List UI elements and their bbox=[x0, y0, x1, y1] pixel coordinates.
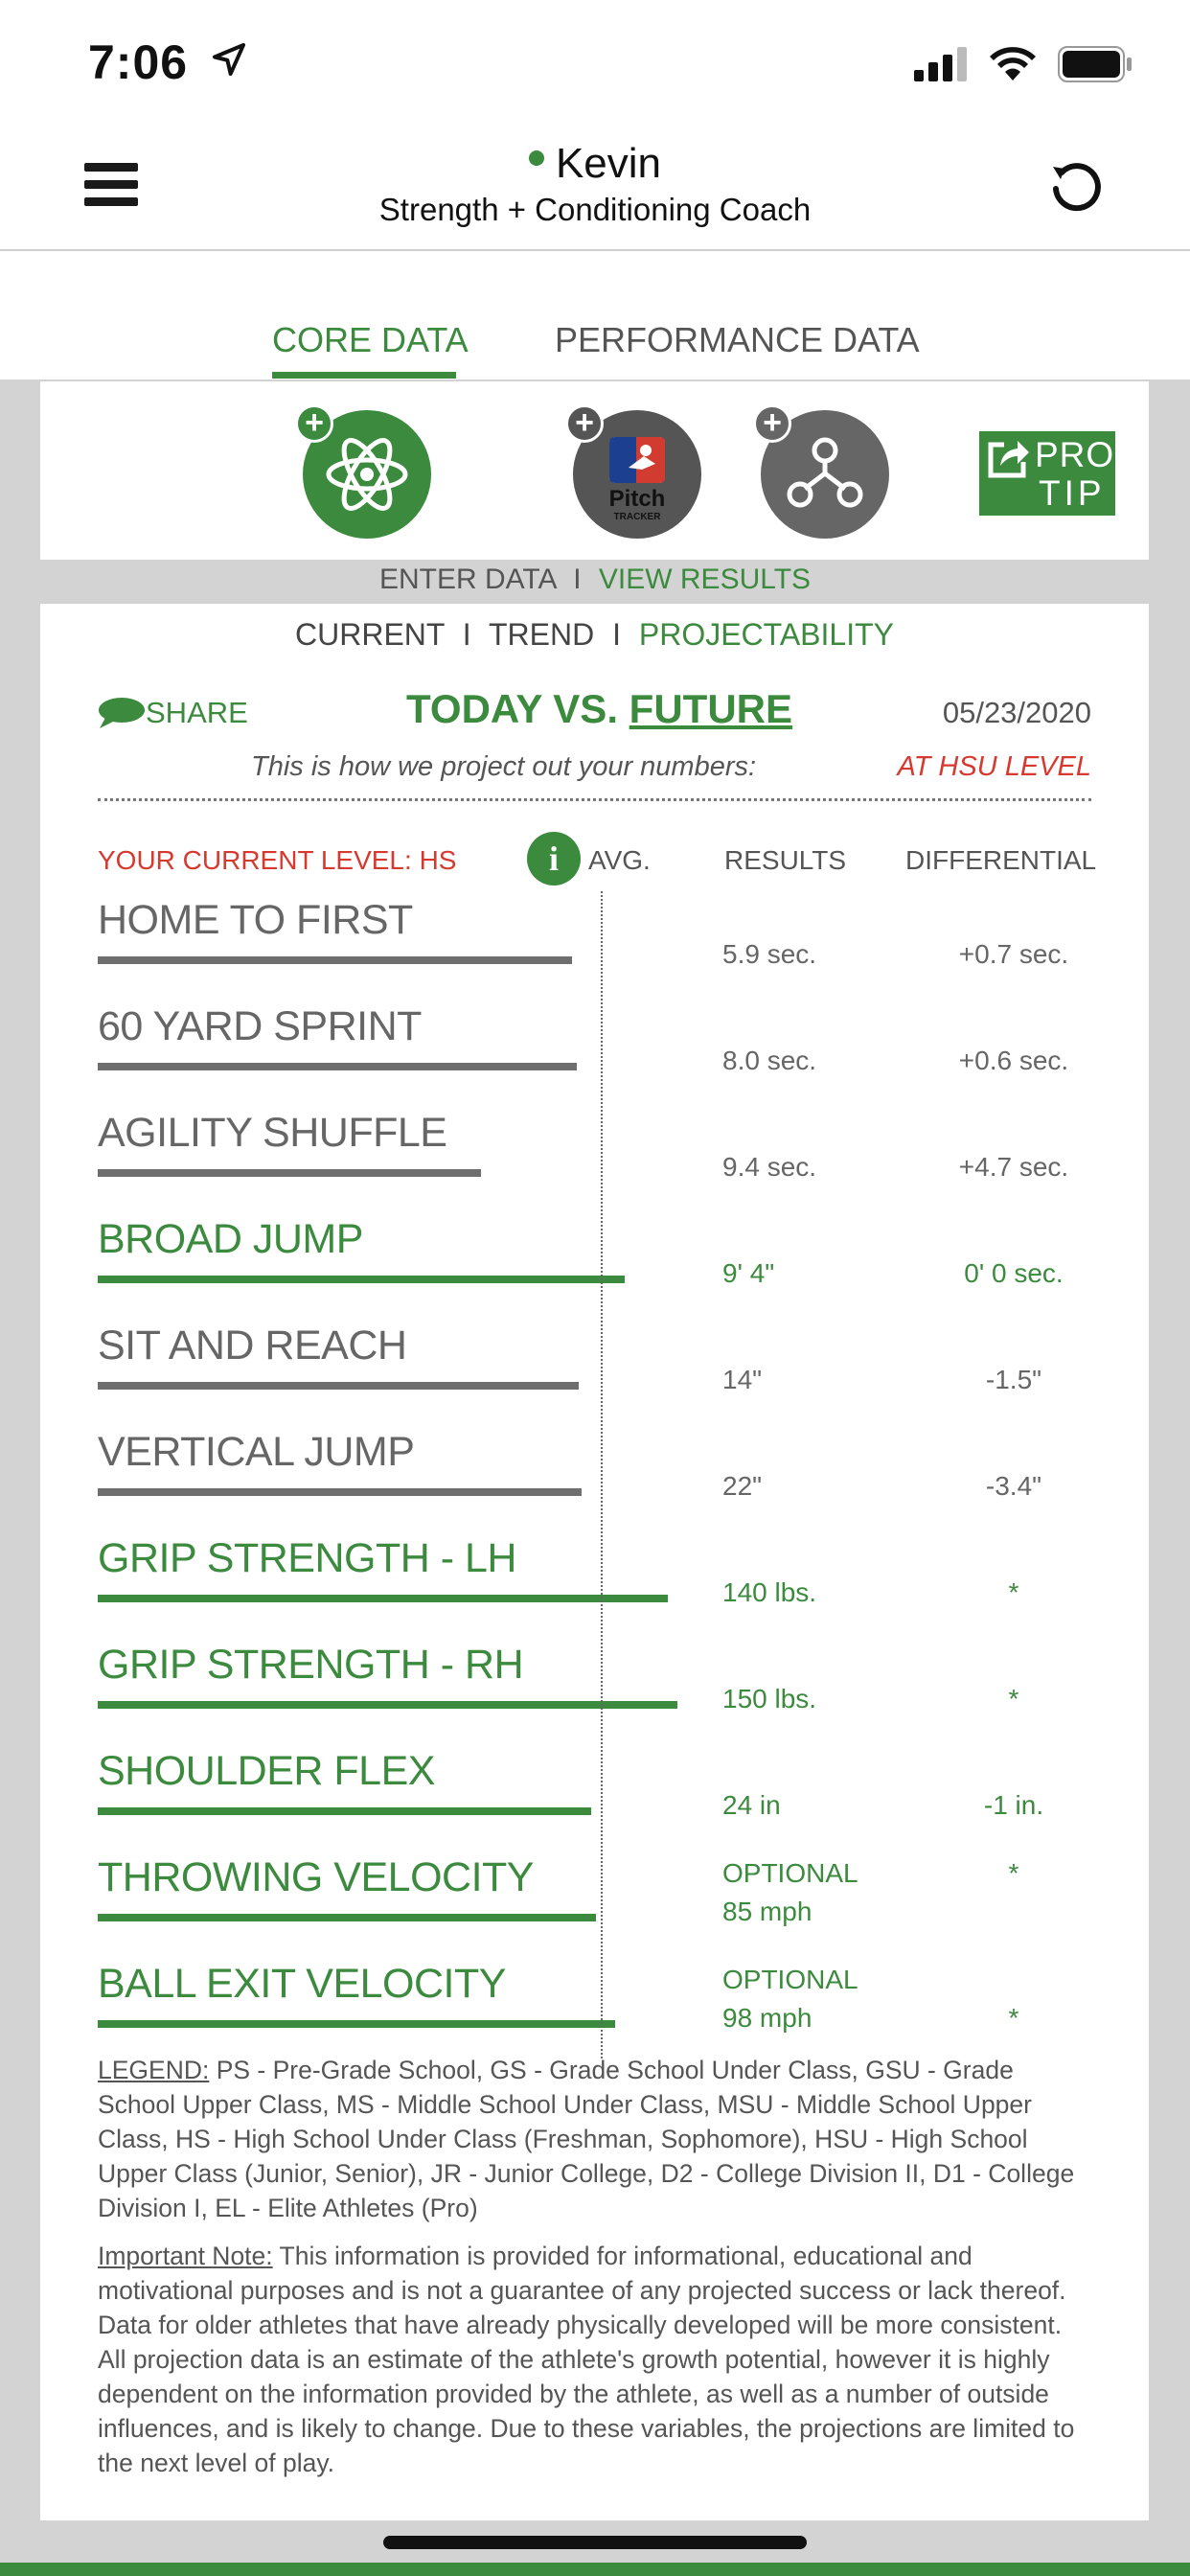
metric-result bbox=[722, 1961, 858, 2037]
metric-differential: -1.5" bbox=[985, 1365, 1042, 1394]
main-tabs bbox=[0, 253, 1190, 380]
share-box-icon bbox=[985, 437, 1031, 479]
card-title bbox=[406, 686, 792, 732]
metric-result-value: 85 mph bbox=[722, 1897, 812, 1926]
refresh-icon[interactable] bbox=[1048, 161, 1104, 217]
separator: I bbox=[612, 617, 621, 652]
wifi-icon bbox=[989, 46, 1037, 82]
metric-result: 5.9 sec. bbox=[722, 939, 817, 969]
metric-name: GRIP STRENGTH - RH bbox=[98, 1642, 524, 1688]
metric-level-bar bbox=[98, 1169, 481, 1177]
metric-result: 22" bbox=[722, 1471, 763, 1501]
metric-name: SHOULDER FLEX bbox=[98, 1748, 435, 1794]
metric-row bbox=[40, 1429, 1149, 1535]
status-indicators bbox=[914, 46, 1133, 82]
col-header-differential: DIFFERENTIAL bbox=[905, 845, 1097, 875]
metric-level-bar bbox=[98, 1701, 677, 1709]
metric-name: BALL EXIT VELOCITY bbox=[98, 1961, 506, 2007]
location-arrow-icon bbox=[210, 34, 248, 90]
metric-row bbox=[40, 1110, 1149, 1216]
metric-row bbox=[40, 1961, 1149, 2067]
separator: I bbox=[573, 564, 582, 595]
metric-name: BROAD JUMP bbox=[98, 1216, 363, 1262]
share-label: SHARE bbox=[146, 696, 248, 729]
metric-result bbox=[722, 1854, 858, 1931]
view-results-link[interactable]: VIEW RESULTS bbox=[598, 564, 812, 595]
metric-name: AGILITY SHUFFLE bbox=[98, 1110, 447, 1156]
pro-tip-label-2: TIP bbox=[1039, 473, 1106, 513]
col-header-results: RESULTS bbox=[724, 845, 847, 875]
clock-text: 7:06 bbox=[88, 35, 189, 89]
metric-name: 60 YARD SPRINT bbox=[98, 1003, 422, 1049]
user-name-text: Kevin bbox=[555, 140, 662, 187]
metric-result-value: 98 mph bbox=[722, 2003, 812, 2033]
metric-row bbox=[40, 1748, 1149, 1854]
metric-level-bar bbox=[98, 1807, 591, 1815]
metric-row bbox=[40, 1322, 1149, 1429]
metric-row bbox=[40, 897, 1149, 1003]
graph-data-button[interactable] bbox=[761, 404, 889, 539]
metric-level-bar bbox=[98, 1914, 596, 1921]
info-icon[interactable]: i bbox=[527, 832, 581, 886]
metric-name: GRIP STRENGTH - LH bbox=[98, 1535, 516, 1581]
metric-differential: -1 in. bbox=[983, 1790, 1044, 1820]
cellular-signal-icon bbox=[914, 47, 968, 81]
subnav-trend[interactable]: TREND bbox=[488, 617, 595, 652]
col-header-avg: AVG. bbox=[588, 845, 651, 875]
status-time bbox=[88, 34, 248, 90]
pitch-tracker-sublabel: TRACKER bbox=[613, 512, 661, 522]
metric-row bbox=[40, 1854, 1149, 1961]
metric-name: SIT AND REACH bbox=[98, 1322, 407, 1368]
note-label: Important Note: bbox=[98, 2242, 273, 2270]
enter-data-link[interactable]: ENTER DATA bbox=[378, 564, 556, 595]
metric-differential: * bbox=[1008, 1858, 1019, 1888]
metric-differential: +0.7 sec. bbox=[958, 939, 1069, 969]
header-title bbox=[0, 140, 1190, 228]
metric-level-bar bbox=[98, 1063, 577, 1070]
results-card bbox=[40, 604, 1149, 2520]
user-name bbox=[0, 140, 1190, 188]
bottom-accent-bar bbox=[0, 2563, 1190, 2576]
pitch-tracker-button[interactable] bbox=[573, 404, 701, 539]
app-header bbox=[0, 125, 1190, 251]
important-note bbox=[98, 2239, 1091, 2480]
metric-result: 9.4 sec. bbox=[722, 1152, 817, 1182]
metric-differential: +0.6 sec. bbox=[958, 1046, 1069, 1075]
pro-tip-label-1: PRO bbox=[1035, 435, 1115, 474]
metric-result: 24 in bbox=[722, 1790, 781, 1820]
data-entry-icons bbox=[40, 381, 1149, 560]
metric-level-bar bbox=[98, 1276, 625, 1283]
tab-core-data[interactable]: CORE DATA bbox=[272, 320, 469, 359]
metric-level-bar bbox=[98, 1595, 668, 1602]
projection-level: AT HSU LEVEL bbox=[897, 751, 1091, 782]
subnav-current[interactable]: CURRENT bbox=[295, 617, 445, 652]
tab-performance-data[interactable]: PERFORMANCE DATA bbox=[555, 320, 920, 359]
active-tab-indicator bbox=[272, 372, 456, 379]
metric-result: 8.0 sec. bbox=[722, 1046, 817, 1075]
online-status-dot bbox=[529, 150, 544, 166]
battery-icon bbox=[1058, 46, 1133, 82]
metric-row bbox=[40, 1642, 1149, 1748]
card-subtitle: This is how we project out your numbers: bbox=[251, 751, 757, 782]
user-role: Strength + Conditioning Coach bbox=[378, 192, 812, 227]
metric-differential: -3.4" bbox=[985, 1471, 1042, 1501]
metric-level-bar bbox=[98, 1382, 579, 1390]
title-future-link[interactable]: FUTURE bbox=[629, 686, 792, 731]
legend bbox=[98, 2053, 1091, 2225]
metric-level-bar bbox=[98, 2020, 615, 2028]
dotted-divider bbox=[98, 798, 1091, 801]
metric-level-bar bbox=[98, 956, 572, 964]
metric-level-bar bbox=[98, 1488, 582, 1496]
current-level-label: YOUR CURRENT LEVEL: HS bbox=[98, 845, 457, 875]
metric-name: HOME TO FIRST bbox=[98, 897, 413, 943]
metric-name: THROWING VELOCITY bbox=[98, 1854, 534, 1900]
metric-differential: * bbox=[1008, 2003, 1019, 2033]
metric-differential: 0' 0 sec. bbox=[964, 1258, 1064, 1288]
average-marker-line bbox=[601, 891, 603, 2058]
title-prefix: TODAY VS. bbox=[406, 686, 618, 731]
share-button[interactable] bbox=[98, 696, 248, 730]
metric-differential: +4.7 sec. bbox=[958, 1152, 1069, 1182]
status-bar bbox=[0, 0, 1190, 125]
atom-data-button[interactable] bbox=[303, 404, 431, 539]
plus-icon: + bbox=[565, 404, 604, 443]
legend-label: LEGEND: bbox=[98, 2056, 210, 2084]
metric-differential: * bbox=[1008, 1577, 1019, 1607]
metric-name: VERTICAL JUMP bbox=[98, 1429, 415, 1475]
enter-view-toggle bbox=[0, 564, 1190, 596]
plus-icon: + bbox=[753, 404, 791, 443]
metric-row bbox=[40, 1003, 1149, 1110]
metric-result: 9' 4" bbox=[722, 1258, 775, 1288]
metric-result: 150 lbs. bbox=[722, 1684, 817, 1714]
subnav-projectability[interactable]: PROJECTABILITY bbox=[638, 617, 894, 652]
plus-icon: + bbox=[295, 404, 333, 443]
speech-bubble-icon bbox=[98, 697, 146, 729]
home-indicator[interactable] bbox=[383, 2536, 807, 2549]
metric-result: 140 lbs. bbox=[722, 1577, 817, 1607]
metric-differential: * bbox=[1008, 1684, 1019, 1714]
metric-result-optional: OPTIONAL bbox=[722, 1965, 858, 1994]
pitch-tracker-label: Pitch bbox=[608, 486, 666, 512]
report-date: 05/23/2020 bbox=[942, 696, 1091, 729]
metric-result: 14" bbox=[722, 1365, 763, 1394]
metric-row bbox=[40, 1535, 1149, 1642]
metric-row bbox=[40, 1216, 1149, 1322]
legend-text: PS - Pre-Grade School, GS - Grade School Under Class, GSU - Grade School Upper Class, MS - Middle School Under Class, MSU - Middle School Upper Class, HS - High School Under Class (Freshman, Sophomore), HSU - High School Upper Class (Junior, Senior), JR - Junior College, D2 - College Division II, D1 - College Division I, EL - Elite Athletes (Pro) bbox=[98, 2056, 1075, 2222]
pro-tip-button[interactable] bbox=[979, 431, 1115, 516]
metric-result-optional: OPTIONAL bbox=[722, 1858, 858, 1888]
separator: I bbox=[462, 617, 471, 652]
results-subnav bbox=[40, 617, 1149, 653]
note-text: This information is provided for informational, educational and motivational purposes and is not a guarantee of any projected success or lack thereof. Data for older athletes that have already physically developed will be more consistent. All projection data is an estimate of the athlete's growth potential, however it is highly dependent on the information provided by the athlete, as well as a number of outside influences, and is likely to change. Due to these variables, the projections are limited to the next level of play. bbox=[98, 2242, 1075, 2477]
